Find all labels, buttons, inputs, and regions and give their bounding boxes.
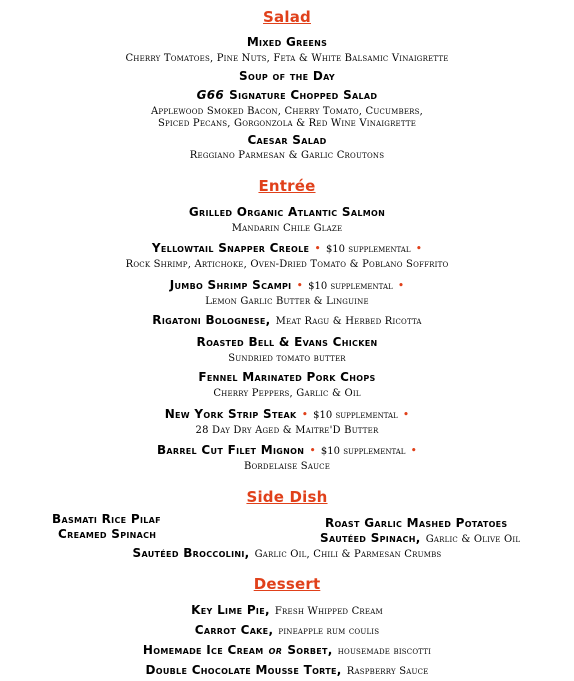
item-name: Mixed Greens (246, 35, 328, 49)
item-description-text: Garlic Oil, Chili & Parmesan Crumbs (254, 549, 442, 560)
item-description (0, 381, 574, 400)
item-description-text: Fresh Whipped Cream (274, 606, 383, 617)
brand-mark: G66 (196, 88, 225, 102)
item-name: Signature Chopped Salad (229, 88, 378, 102)
item-name: Sautéed Spinach, (320, 531, 421, 545)
item-description (0, 252, 574, 271)
item-description (0, 289, 574, 308)
item-name: Fennel Marinated Pork Chops (198, 370, 376, 384)
section-heading-entree: Entrée (258, 177, 316, 195)
item-name: Rigatoni Bolognese, (152, 313, 271, 327)
item-description (0, 346, 574, 365)
side-item-creamed-spinach: Creamed Spinach (58, 527, 157, 541)
item-description-text: Meat Ragu & Herbed Ricotta (275, 316, 422, 327)
item-description (0, 454, 574, 473)
item-description-text: 28 Day Dry Aged & Maitre'D Butter (195, 425, 379, 436)
item-name-secondary: Sorbet, (287, 643, 333, 657)
bullet-icon: • (296, 279, 304, 292)
item-description-text: Mandarin Chile Glaze (231, 223, 343, 234)
item-description (0, 143, 574, 162)
bullet-icon: • (314, 242, 321, 255)
bullet-icon: • (309, 444, 316, 457)
item-name: Caesar Salad (247, 133, 327, 147)
supplement-price: $10 supplemental (320, 446, 406, 457)
bullet-icon: • (415, 242, 423, 255)
item-description-text: Spiced Pecans, Gorgonzola & Red Wine Vinaigrette (157, 118, 417, 129)
item-description-text: Lemon Garlic Butter & Linguine (205, 296, 369, 307)
supplement-price: $10 supplemental (313, 410, 398, 421)
item-name: Barrel Cut Filet Mignon (156, 443, 305, 457)
item-description-text: Raspberry Sauce (346, 666, 429, 677)
section-heading-salad: Salad (263, 8, 311, 26)
item-name: Yellowtail Snapper Creole (151, 241, 310, 255)
item-description (0, 46, 574, 65)
item-description-text: Rock Shrimp, Artichoke, Oven-Dried Tomato & Poblano Soffrito (125, 259, 449, 270)
section-heading-side-dish: Side Dish (246, 488, 328, 506)
bullet-icon: • (410, 444, 418, 457)
item-name: New York Strip Steak (164, 407, 297, 421)
side-item-broccolini (0, 542, 574, 561)
item-conjunction: or (268, 643, 283, 657)
item-description-text: pineapple rum coulis (278, 626, 380, 637)
bullet-icon: • (397, 279, 405, 292)
item-name: Double Chocolate Mousse Torte, (145, 663, 342, 677)
menu-item-rigatoni (0, 309, 574, 328)
dessert-item-ice-cream (0, 639, 574, 658)
dessert-item-mousse-torte (0, 659, 574, 678)
item-name: Roasted Bell & Evans Chicken (196, 335, 378, 349)
menu-item-soup (0, 65, 574, 84)
item-description (0, 111, 574, 130)
item-name: Roast Garlic Mashed Potatoes (325, 516, 508, 530)
item-name: Sautéed Broccolini, (132, 546, 250, 560)
item-description-text: Garlic & Olive Oil (425, 534, 521, 545)
item-name: Soup of the Day (239, 69, 335, 83)
bullet-icon: • (402, 408, 410, 421)
section-heading-dessert: Dessert (253, 575, 321, 593)
item-description-text: housemade biscotti (337, 646, 432, 657)
item-description (0, 418, 574, 437)
item-name: Homemade Ice Cream (142, 643, 264, 657)
item-description-text: Sundried tomato butter (228, 353, 346, 364)
dessert-item-carrot-cake (0, 619, 574, 638)
item-description-text: Cherry Tomatoes, Pine Nuts, Feta & White Balsamic Vinaigrette (125, 53, 449, 64)
item-description-text: Reggiano Parmesan & Garlic Croutons (189, 150, 385, 161)
item-name: Carrot Cake, (194, 623, 274, 637)
item-name: Grilled Organic Atlantic Salmon (188, 205, 386, 219)
item-name: Jumbo Shrimp Scampi (169, 278, 292, 292)
bullet-icon: • (301, 408, 309, 421)
item-description-text: Applewood Smoked Bacon, Cherry Tomato, Cucumbers, (150, 106, 423, 117)
item-name: Key Lime Pie, (191, 603, 270, 617)
side-item-basmati: Basmati Rice Pilaf (52, 512, 161, 526)
item-description-text: Cherry Peppers, Garlic & Oil (213, 388, 361, 399)
dessert-item-key-lime-pie (0, 599, 574, 618)
item-description-text: Bordelaise Sauce (243, 461, 331, 472)
supplement-price: $10 supplemental (325, 244, 411, 255)
item-description (0, 216, 574, 235)
supplement-price: $10 supplemental (308, 281, 393, 292)
